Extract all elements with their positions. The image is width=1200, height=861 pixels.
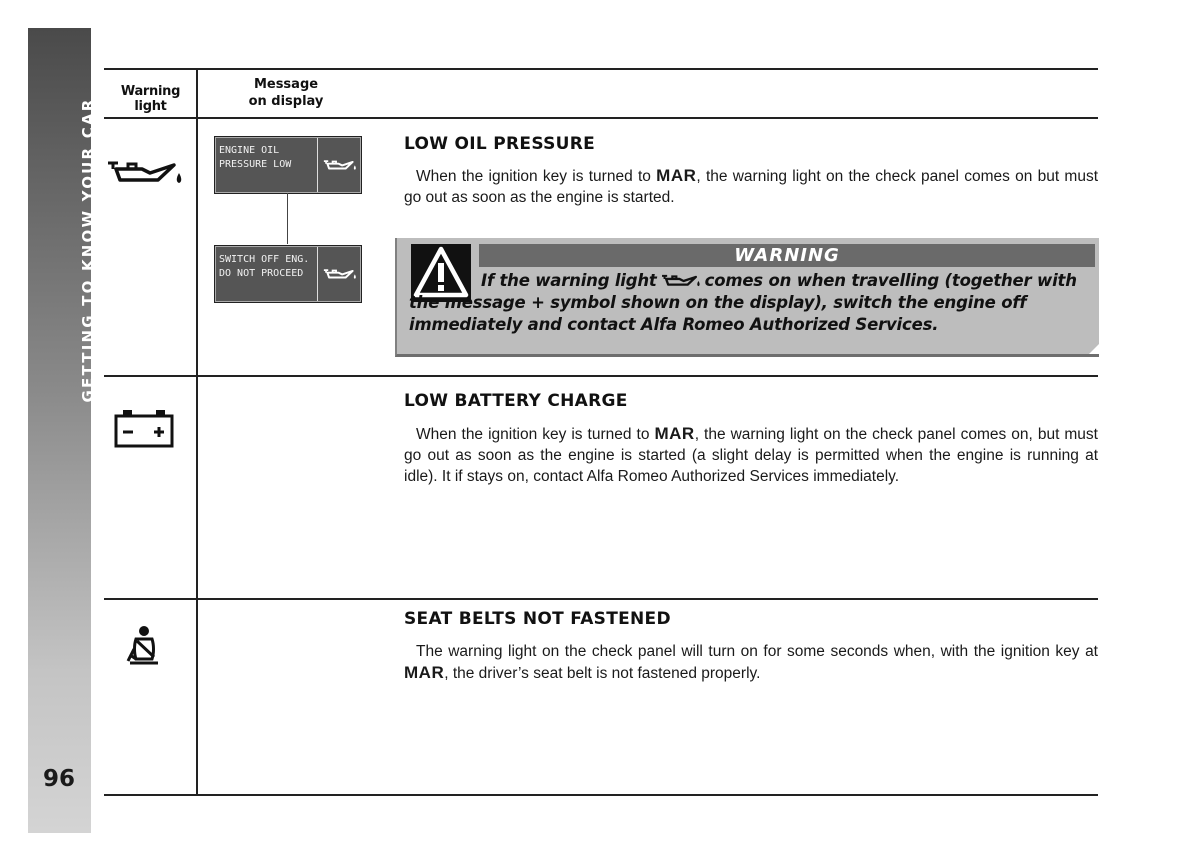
oil-pressure-icon — [323, 157, 357, 173]
warning-box — [395, 238, 1099, 357]
column-divider — [196, 69, 198, 795]
section-title-low-oil-pressure: LOW OIL PRESSURE — [404, 134, 596, 154]
chapter-sidebar — [28, 28, 97, 833]
section-text-seat-belts: The warning light on the check panel will turn on for some seconds when, with the ignition key at MAR, the driver’s seat belt is not fastened properly. — [404, 643, 1098, 682]
section-title-seat-belts: SEAT BELTS NOT FASTENED — [404, 609, 671, 629]
section-text-low-oil-pressure: When the ignition key is turned to MAR, the warning light on the check panel comes on but must go out as soon as the engine is started. — [404, 166, 1099, 206]
section-title-low-battery-charge: LOW BATTERY CHARGE — [404, 391, 628, 411]
display-message-switch-off-engine: SWITCH OFF ENG. DO NOT PROCEED — [214, 245, 362, 303]
column-header-warning-light: Warning light — [120, 84, 181, 114]
display-message-oil-pressure-low: ENGINE OIL PRESSURE LOW — [214, 136, 362, 194]
oil-pressure-icon — [323, 266, 357, 282]
seat-belt-icon — [126, 625, 162, 667]
page-number: 96 — [42, 766, 75, 792]
header-bottom-rule — [104, 117, 1098, 119]
table-top-rule — [104, 68, 1098, 70]
oil-pressure-icon — [106, 158, 184, 186]
display-connector — [287, 193, 288, 244]
column-header-message: Message on display — [248, 77, 324, 109]
oil-pressure-icon — [661, 273, 701, 288]
battery-icon — [114, 408, 174, 448]
table-bottom-rule — [104, 794, 1098, 796]
row-divider — [104, 598, 1098, 600]
section-text-low-battery-charge: When the ignition key is turned to MAR, the warning light on the check panel comes on, but must go out as soon as the engine is started (a slight delay is permitted when the engine is running at idle). It if stays on, contact Alfa Romeo Authorized Services immediately. — [404, 424, 1098, 485]
row-divider — [104, 375, 1098, 377]
warning-text: If the warning light comes on when travelling (together with the message + symbol shown on the display), switch the engine off immediately and contact Alfa Romeo Authorized Services. — [409, 271, 1077, 334]
warning-heading: WARNING — [479, 244, 1095, 267]
chapter-title: GETTING TO KNOW YOUR CAR — [79, 97, 97, 403]
